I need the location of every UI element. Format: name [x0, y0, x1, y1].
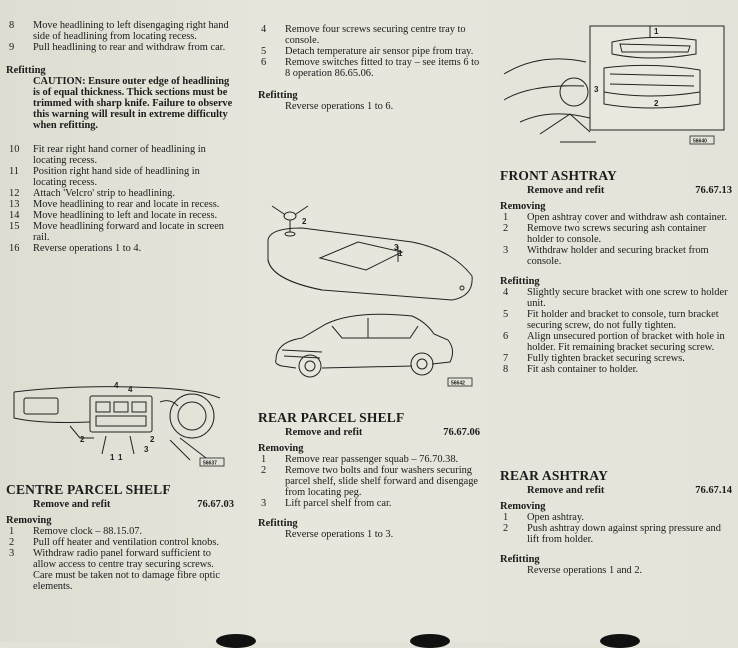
- remove-refit-line: Remove and refit 76.67.14: [527, 485, 732, 496]
- binder-hole: [600, 634, 640, 648]
- fig-label: 3: [594, 85, 599, 94]
- step-item: 12 Attach 'Velcro' strip to headlining.: [9, 188, 175, 199]
- step-item: 13 Move headlining to rear and locate in recess.: [9, 199, 220, 210]
- refitting-text: Reverse operations 1 and 2.: [527, 565, 643, 576]
- fig-label: 1: [118, 453, 123, 462]
- operation-code: 76.67.03: [197, 499, 234, 510]
- centre-parcel-shelf-section: [6, 484, 234, 592]
- fig-code: 56640: [693, 138, 707, 145]
- section-title: FRONT ASHTRAY: [500, 168, 618, 183]
- refitting-heading: Refitting: [500, 276, 540, 287]
- fig-label: 2: [302, 217, 307, 226]
- step-item: 5 Fit holder and bracket to console, turn bracket securing screw, do not fully tighten.: [503, 309, 719, 331]
- step-item: 15 Move headlining forward and locate in screen rail.: [9, 221, 224, 243]
- step-item: 3 Lift parcel shelf from car.: [261, 498, 392, 509]
- fig-label: 2: [80, 435, 85, 444]
- section-title: REAR PARCEL SHELF: [258, 410, 405, 425]
- step-item: 1 Open ashtray cover and withdraw ash container.: [503, 212, 727, 223]
- step-item: 5 Detach temperature air sensor pipe from tray.: [261, 46, 474, 57]
- refitting-heading: Refitting: [6, 65, 46, 76]
- front-ashtray-illustration: [500, 22, 732, 154]
- step-item: 4 Remove four screws securing centre tray to console.: [261, 24, 466, 46]
- refitting-heading: Refitting: [500, 554, 540, 565]
- section-title: CENTRE PARCEL SHELF: [6, 482, 171, 497]
- operation-code: 76.67.14: [695, 485, 732, 496]
- fig-label: 4: [114, 381, 119, 390]
- section-title: REAR ASHTRAY: [500, 468, 609, 483]
- fig-label: 3: [394, 243, 399, 252]
- step-item: 7 Fully tighten bracket securing screws.: [503, 353, 685, 364]
- removing-heading: Removing: [6, 515, 52, 526]
- remove-refit-line: Remove and refit 76.67.03: [33, 499, 234, 510]
- fig-label: 1: [654, 27, 659, 36]
- removing-heading: Removing: [500, 201, 546, 212]
- refitting-heading: Refitting: [258, 90, 298, 101]
- remove-refit-line: Remove and refit 76.67.06: [285, 427, 480, 438]
- rear-ashtray-section: [500, 470, 732, 576]
- removing-heading: Removing: [500, 501, 546, 512]
- fig-label: 4: [128, 385, 133, 394]
- step-item: 16 Reverse operations 1 to 4.: [9, 243, 142, 254]
- dashboard-illustration: [10, 378, 226, 470]
- remove-refit-line: Remove and refit 76.67.13: [527, 185, 732, 196]
- refitting-text: Reverse operations 1 to 3.: [285, 529, 394, 540]
- step-item: 1 Open ashtray.: [503, 512, 585, 523]
- column-2: [258, 24, 480, 112]
- binder-hole: [410, 634, 450, 648]
- fig-code: 56637: [203, 460, 217, 467]
- fig-label: 1: [110, 453, 115, 462]
- operation-code: 76.67.13: [695, 185, 732, 196]
- step-item: 2 Pull off heater and ventilation control knobs.: [9, 537, 219, 548]
- fig-label: 2: [150, 435, 155, 444]
- step-item: 2 Remove two bolts and four washers securing parcel shelf, slide shelf forward and disengage from locating peg.: [261, 465, 479, 498]
- step-item: 3 Withdraw radio panel forward sufficient to allow access to centre tray securing screws. Care must be taken not to damage fibre optic elements.: [9, 548, 220, 592]
- step-item: 14 Move headlining to left and locate in recess.: [9, 210, 218, 221]
- fig-label: 1: [398, 249, 403, 258]
- step-item: 4 Slightly secure bracket with one screw to holder unit.: [503, 287, 728, 309]
- step-item: 8 Move headlining to left disengaging right hand side of headlining from locating recess.: [9, 20, 229, 42]
- front-ashtray-section: [500, 170, 732, 375]
- step-item: 1 Remove clock – 88.15.07.: [9, 526, 143, 537]
- step-item: 10 Fit rear right hand corner of headlining in locating recess.: [9, 144, 206, 166]
- fig-label: 3: [144, 445, 149, 454]
- refitting-text: Reverse operations 1 to 6.: [285, 101, 394, 112]
- caution-text: CAUTION: Ensure outer edge of headlining is of equal thickness. Thick sections must be trimmed with sharp knife. Failure to observe this warning will result in extreme difficulty when refitting.: [33, 76, 233, 131]
- step-item: 8 Fit ash container to holder.: [503, 364, 639, 375]
- step-item: 6 Remove switches fitted to tray – see items 6 to 8 operation 86.65.06.: [261, 57, 480, 79]
- step-item: 1 Remove rear passenger squab – 76.70.38.: [261, 454, 459, 465]
- fig-label: 2: [654, 99, 659, 108]
- step-item: 2 Remove two screws securing ash container holder to console.: [503, 223, 707, 245]
- step-item: 3 Withdraw holder and securing bracket from console.: [503, 245, 709, 267]
- step-item: 6 Align unsecured portion of bracket with hole in holder. Fit remaining bracket securing screw.: [503, 331, 725, 353]
- column-1: [6, 20, 234, 254]
- rear-parcel-shelf-illustration: [262, 200, 476, 392]
- fig-code: 56642: [451, 380, 465, 387]
- removing-heading: Removing: [258, 443, 304, 454]
- operation-code: 76.67.06: [443, 427, 480, 438]
- step-item: 2 Push ashtray down against spring pressure and lift from holder.: [503, 523, 721, 545]
- step-item: 11 Position right hand side of headlining in locating recess.: [9, 166, 200, 188]
- step-item: 9 Pull headlining to rear and withdraw from car.: [9, 42, 226, 53]
- refitting-heading: Refitting: [258, 518, 298, 529]
- rear-parcel-shelf-section: [258, 412, 480, 540]
- binder-hole: [216, 634, 256, 648]
